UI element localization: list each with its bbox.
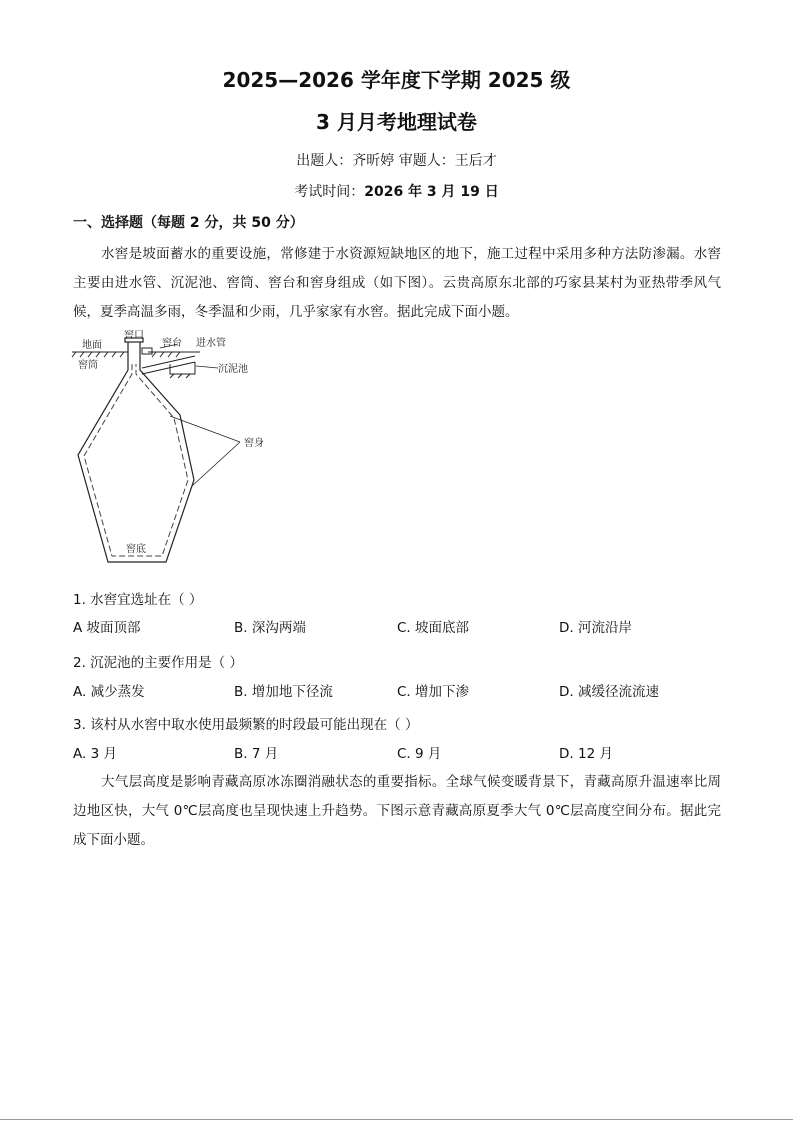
- label-bottom: 窖底: [126, 544, 146, 555]
- label-body: 窖身: [244, 438, 264, 449]
- question-1-stem: 1. 水窖宜选址在（ ）: [73, 592, 203, 608]
- question-2-option-a[interactable]: A. 减少蒸发: [73, 684, 145, 700]
- question-3-option-d[interactable]: D. 12 月: [559, 746, 613, 762]
- section-heading-mid: 分，共: [204, 215, 247, 231]
- inlet-pipe: [142, 356, 195, 378]
- exam-time-label: 考试时间：: [294, 184, 365, 200]
- label-cover: 窖口: [124, 330, 144, 341]
- question-1-option-c[interactable]: C. 坡面底部: [397, 620, 470, 636]
- label-tube: 窖筒: [78, 360, 98, 371]
- cellar-tube: [125, 338, 143, 360]
- passage-tibet-freezing-level: 大气层高度是影响青藏高原冰冻圈消融状态的重要指标。全球气候变暖背景下，青藏高原升温速率比周边地区快，大气 0℃层高度也呈现快速上升趋势。下图示意青藏高原夏季大气 0℃层高度空间分布。据此完成下面小题。: [73, 774, 721, 848]
- label-settling-pool: 沉泥池: [218, 364, 248, 375]
- section-heading: [73, 212, 304, 232]
- section-heading-suffix: 分）: [275, 215, 304, 231]
- cellar-body-outer: [78, 360, 194, 562]
- exam-title-line1: 2025—2026 学年度下学期 2025 级: [222, 68, 571, 92]
- ground-surface: [72, 352, 200, 357]
- question-3-option-b[interactable]: B. 7 月: [234, 746, 279, 762]
- label-platform: 窖台: [162, 338, 182, 349]
- exam-title-line2: 3 月月考地理试卷: [316, 110, 477, 134]
- label-ground: 地面: [82, 340, 102, 351]
- section-heading-total: 50: [251, 215, 271, 231]
- question-2-option-d[interactable]: D. 减缓径流流速: [559, 684, 659, 700]
- question-3-option-c[interactable]: C. 9 月: [397, 746, 442, 762]
- passage-water-cellar: 水窖是坡面蓄水的重要设施，常修建于水资源短缺地区的地下，施工过程中采用多种方法防渗漏。水窖主要由进水管、沉泥池、窖筒、窖台和窖身组成（如下图）。云贵高原东北部的巧家县某村为亚热带季风气候，夏季高温多雨，冬季温和少雨，几乎家家有水窖。据此完成下面小题。: [73, 246, 721, 320]
- question-1-option-b[interactable]: B. 深沟两端: [234, 620, 306, 636]
- question-3-option-a[interactable]: A. 3 月: [73, 746, 117, 762]
- section-heading-prefix: 一、选择题（每题: [73, 215, 185, 231]
- question-1-option-d[interactable]: D. 河流沿岸: [559, 620, 632, 636]
- question-3-stem: 3. 该村从水窖中取水使用最频繁的时段最可能出现在（ ）: [73, 717, 419, 733]
- question-1-option-a[interactable]: A 坡面顶部: [73, 620, 141, 636]
- question-2-option-c[interactable]: C. 增加下渗: [397, 684, 470, 700]
- cellar-platform: [142, 348, 152, 354]
- exam-time: [0, 181, 793, 201]
- water-cellar-diagram: [70, 330, 280, 566]
- exam-authors: 出题人：齐昕婷 审题人：王后才: [296, 153, 497, 169]
- question-2-option-b[interactable]: B. 增加地下径流: [234, 684, 333, 700]
- question-2-stem: 2. 沉泥池的主要作用是（ ）: [73, 655, 243, 671]
- label-inlet-pipe: 进水管: [196, 338, 226, 349]
- cellar-body-inner: [84, 364, 188, 556]
- exam-time-value: 2026 年 3 月 19 日: [364, 184, 499, 200]
- page-bottom-divider: [0, 1119, 793, 1120]
- section-heading-points: 2: [189, 215, 200, 231]
